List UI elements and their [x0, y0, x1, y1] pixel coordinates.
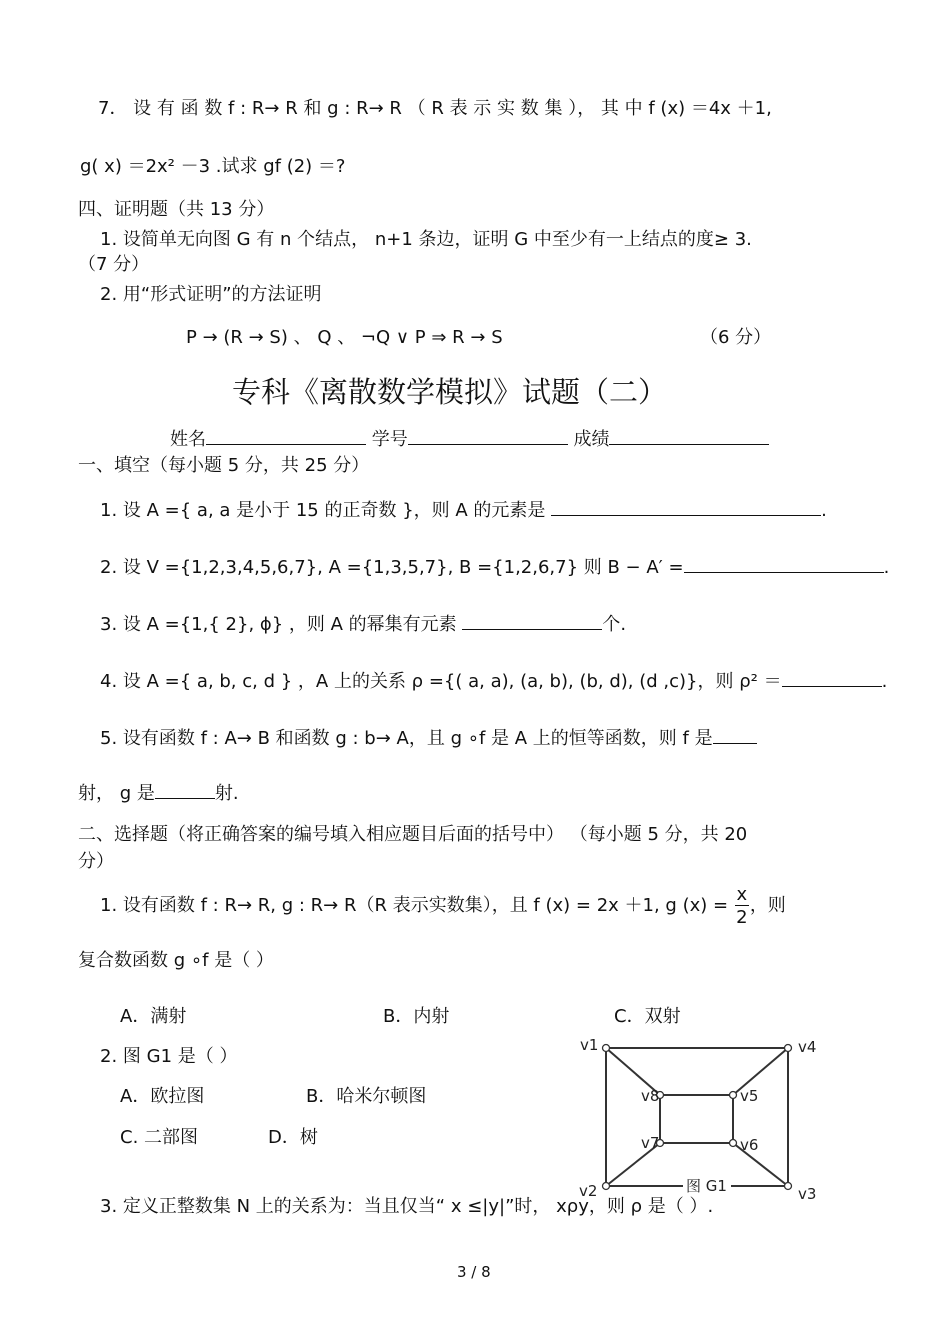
fill-q4 [100, 668, 887, 694]
choice-q3-text: 3. 定义正整数集 N 上的关系为：当且仅当“ x ≤|y|”时， xρy，则 ρ 是（ ）. [100, 1196, 714, 1217]
fill-q1-text: 1. 设 A ={ a, a 是小于 15 的正奇数 }，则 A 的元素是 [100, 500, 546, 521]
fill-q3-text: 3. 设 A ={1,{ 2}, ϕ} ，则 A 的幂集有元素 [100, 614, 457, 635]
fill-q2-blank[interactable] [684, 554, 884, 573]
choice-q2-option-a[interactable]: A．欧拉图 [120, 1086, 205, 1107]
id-label: 学号 [371, 429, 408, 450]
score-label: 成绩 [573, 429, 610, 450]
proof2-line1: 2. 用“形式证明”的方法证明 [100, 284, 322, 305]
score-field[interactable] [609, 426, 769, 445]
choice-q1-option-b[interactable]: B．内射 [383, 1006, 450, 1027]
fill-q3-blank[interactable] [462, 611, 602, 630]
fraction-bar [735, 905, 749, 906]
choice-q1-option-c[interactable]: C．双射 [614, 1006, 681, 1027]
label-v3: v3 [798, 1185, 817, 1203]
fill-q5-blank-f[interactable] [713, 725, 757, 744]
choice-q1-option-a[interactable]: A．满射 [120, 1006, 187, 1027]
fill-q1-end: . [821, 500, 827, 521]
fraction-denominator: 2 [736, 907, 748, 928]
choice-q1-line1 [100, 884, 786, 928]
fill-q4-text: 4. 设 A ={ a, b, c, d } ，A 上的关系 ρ ={( a, a), (a, b), (b, d), (d ,c)}，则 ρ² ＝ [100, 671, 782, 692]
choice-q1-text: 1. 设有函数 f : R→ R, g : R→ R（R 表示实数集），且 f (x) = 2x ＋1, g (x) = [100, 895, 729, 916]
fill-q5-line2 [78, 780, 239, 806]
choice-q1-line2: 复合数函数 g ∘f 是（ ） [78, 950, 274, 971]
label-v7: v7 [641, 1134, 660, 1152]
graph-edges [606, 1048, 788, 1186]
fraction-numerator: x [736, 884, 748, 905]
name-label: 姓名 [170, 429, 206, 450]
vertex-v3 [785, 1183, 792, 1190]
name-field[interactable] [206, 426, 366, 445]
fill-q5-line1 [100, 725, 757, 751]
student-info-row [170, 426, 769, 452]
q7-line1: 7． 设 有 函 数 f : R→ R 和 g : R→ R （ R 表 示 实 数 集 ）， 其 中 f (x) ＝4x ＋1, [98, 98, 772, 119]
page-number: 3 / 8 [457, 1263, 491, 1281]
label-v5: v5 [740, 1087, 759, 1105]
choice-q2-option-b[interactable]: B．哈米尔顿图 [306, 1086, 427, 1107]
label-v4: v4 [798, 1038, 817, 1056]
choice-q1-tail: ，则 [749, 895, 786, 916]
vertex-v4 [785, 1045, 792, 1052]
fill-q2-end: . [883, 557, 890, 578]
section4-header: 四、证明题（共 13 分） [78, 199, 275, 220]
fill-q3-end: 个. [602, 614, 627, 635]
fill-q2 [100, 554, 889, 580]
label-v6: v6 [740, 1136, 759, 1154]
vertex-v2 [603, 1183, 610, 1190]
fill-q1 [100, 497, 827, 523]
q7-line2: g( x) ＝2x² －3 .试求 gf (2) ＝? [80, 156, 346, 177]
vertex-v6 [730, 1140, 737, 1147]
fill-q5-blank-g[interactable] [155, 780, 215, 799]
fill-q5-line2-a: 射， g 是 [78, 783, 155, 804]
fill-q4-end: . [881, 671, 888, 692]
choice-q2-option-d[interactable]: D．树 [268, 1127, 318, 1148]
fill-q3 [100, 611, 626, 637]
vertex-v5 [730, 1092, 737, 1099]
choice-header-line2: 分） [78, 851, 114, 872]
proof2-score: （6 分） [700, 327, 772, 348]
graph-caption: 图 G1 [686, 1177, 727, 1195]
fill-q5-line2-b: 射. [214, 783, 239, 804]
label-v2: v2 [579, 1182, 598, 1200]
fill-q4-blank[interactable] [782, 668, 882, 687]
choice-q2-text: 2. 图 G1 是（ ） [100, 1046, 238, 1067]
fill-header: 一、填空（每小题 5 分，共 25 分） [78, 455, 370, 476]
label-v8: v8 [641, 1087, 660, 1105]
graph-g1 [570, 1030, 830, 1220]
fill-q1-blank[interactable] [551, 497, 821, 516]
exam-title: 专科《离散数学模拟》试题（二） [232, 375, 668, 409]
proof1-line1: 1. 设简单无向图 G 有 n 个结点， n+1 条边，证明 G 中至少有一上结点的度≥ 3. [100, 229, 752, 250]
label-v1: v1 [580, 1036, 599, 1054]
proof1-line2: （7 分） [78, 254, 150, 275]
fill-q2-text: 2. 设 V ={1,2,3,4,5,6,7}, A ={1,3,5,7}, B ={1,2,6,7} 则 B − A′ = [100, 557, 684, 578]
choice-header-line1: 二、选择题（将正确答案的编号填入相应题目后面的括号中） （每小题 5 分，共 20 [78, 824, 748, 845]
vertex-v1 [603, 1045, 610, 1052]
proof2-formula: P → (R → S) 、 Q 、 ¬Q ∨ P ⇒ R → S [186, 327, 503, 348]
fill-q5-text: 5. 设有函数 f : A→ B 和函数 g : b→ A，且 g ∘f 是 A 上的恒等函数，则 f 是 [100, 728, 713, 749]
fraction-x-over-2 [734, 884, 750, 928]
id-field[interactable] [408, 426, 568, 445]
choice-q2-option-c[interactable]: C. 二部图 [120, 1127, 199, 1148]
